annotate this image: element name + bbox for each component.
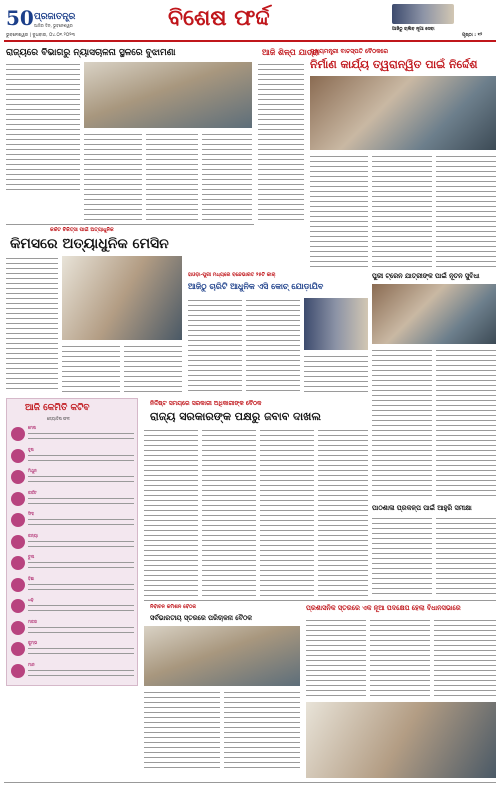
zodiac-icon [11,664,25,678]
zodiac-icon [11,642,25,656]
date-line: ଭୁବନେଶ୍ୱର | ବୁଧବାର, ୦୪.୦୧.୨୦୨୩ [6,33,75,38]
zodiac-name: କନ୍ୟା [28,532,38,538]
horoscope-title: ଆଜି କେମିତି କଟିବ [25,403,90,413]
story2-kicker: ଆଜି ଶିଳ୍ପ ଯାତ୍ରା [262,48,319,57]
zodiac-icon [11,556,25,570]
story3-body-col1 [310,154,368,268]
story8-body-col2 [436,516,496,596]
divider [6,224,254,225]
story4-kicker: କର୍କଟ ଚିକିତ୍ସା ପାଇଁ ଅତ୍ୟାଧୁନିକ [50,227,114,233]
horoscope-row [11,554,135,574]
zodiac-icon [11,470,25,484]
story7-kicker: ନିର୍ଦ୍ଦିଷ୍ଟ ସମୟରେ ସରକାରୀ ଅଧିକାରୀଙ୍କ ବୈଠକ [150,400,262,407]
story5-body-col1 [188,298,242,392]
zodiac-icon [11,535,25,549]
zodiac-name: ସିଂହ [28,511,34,516]
story3-photo [310,76,496,150]
zodiac-name: ତୁଳା [28,554,35,559]
story10-body-col3 [434,618,496,698]
story9-kicker: ନିର୍ବାଚନ କମିଶନ ବୈଠକ [150,604,197,610]
story10-body-col1 [306,618,366,698]
zodiac-name: ଧନୁ [28,597,34,602]
zodiac-icon [11,492,25,506]
story3-kicker: ମୁଖ୍ୟମନ୍ତ୍ରୀ ବାଚସ୍ପତି ବୈଠକରେ [310,48,389,55]
zodiac-text [28,431,134,443]
zodiac-text [28,539,134,551]
train-thumbnail [392,4,454,24]
story8-body-col1 [372,516,432,596]
horoscope-row [11,425,135,445]
story6-body-col2 [436,348,496,498]
tagline: ଆଜିର ଦିନ, ଭୁବନେଶ୍ୱର [34,23,73,28]
story6-body-col1 [372,348,432,498]
horoscope-row [11,533,135,553]
story6-photo [372,284,496,344]
horoscope-row [11,662,135,682]
zodiac-icon [11,513,25,527]
story1-body-col1 [6,62,80,190]
section-title: ବିଶେଷ ଫର୍ଦ୍ଦ [168,6,270,31]
story3-headline: ନିର୍ମାଣ କାର୍ଯ୍ୟ ତ୍ୱରାନ୍ୱିତ ପାଇଁ ନିର୍ଦ୍ଦେଶ [310,58,478,71]
horoscope-row [11,468,135,488]
zodiac-text [28,625,134,637]
story1-headline: ରାଜ୍ୟରେ ବିଭାଗରୁ ନ୍ୟାସଚାଳନା ସ୍ଥଳରେ ବୁଝାମଣା [6,48,176,58]
story7-body-col4 [318,428,368,596]
zodiac-text [28,646,134,658]
zodiac-text [28,668,134,680]
zodiac-text [28,603,134,615]
page-number: ପୃଷ୍ଠା : ୧୨ [462,33,483,38]
story10-headline: ପ୍ରଶାସନିକ ସ୍ତରରେ ଏକ ନୂଆ ପଦକ୍ଷେପ ହେଲା ବିଧାନସଭାରେ [306,604,461,612]
zodiac-text [28,453,134,465]
zodiac-text [28,582,134,594]
story4-body-col1 [6,256,58,392]
paper-name: ପ୍ରଜାତନ୍ତ୍ର [34,12,76,22]
story2-body [258,62,304,220]
zodiac-icon [11,578,25,592]
page-bottom-rule [4,782,496,783]
story5-headline: ଆଜିଠୁ ଚାରିଟି ଆଧୁନିକ ଏସି କୋଚ୍ ଯୋଡ଼ାଯିବ [188,282,324,291]
story9-headline: ସର୍ବଭାରତୀୟ ସ୍ତରରେ ପରିଚାଳନା ବୈଠକ [150,614,253,622]
story1-body-col2 [84,132,142,220]
zodiac-name: ମିଥୁନ [28,468,37,473]
train-caption: ଆଜିଠୁ ଚାଲିବ ନୂଆ ସେବା [392,27,435,32]
story5-kicker: ହାଓଡ଼ା-ପୁରୀ ମଧ୍ୟରେ ବନ୍ଦେଭାରତ ୨୫ଟି କାର୍ [188,272,276,278]
horoscope-row [11,511,135,531]
story10-photo [306,702,496,778]
story1-body-col3 [146,132,198,220]
story10-body-col2 [370,618,430,698]
zodiac-name: କର୍କଟ [28,489,37,495]
zodiac-name: କୁମ୍ଭ [28,640,38,645]
zodiac-icon [11,449,25,463]
zodiac-text [28,496,134,508]
horoscope-row [11,640,135,660]
zodiac-icon [11,427,25,441]
story9-body-col2 [224,690,300,770]
story5-body-col2 [246,298,300,392]
masthead-divider [4,40,496,42]
zodiac-name: ବିଛା [28,575,35,581]
horoscope-byline: ଜ୍ୟୋତିଷ ଫଳ [47,416,70,421]
story7-body-col1 [144,428,198,596]
zodiac-text [28,560,134,572]
zodiac-name: ବୃଷ [28,446,34,452]
horoscope-row [11,576,135,596]
logo-number: 50 [6,6,34,30]
horoscope-row [11,490,135,510]
story9-body-col1 [144,690,220,770]
story7-body-col3 [260,428,314,596]
zodiac-icon [11,621,25,635]
story1-body-col4 [202,132,252,220]
horoscope-row [11,619,135,639]
story1-photo [84,62,252,128]
story4-headline: କିମସରେ ଅତ୍ୟାଧୁନିକ ମେସିନ [10,236,169,252]
story3-body-col3 [436,154,496,268]
story5-body-col3 [304,354,368,392]
zodiac-name: ମେଷ [28,425,36,430]
story9-photo [144,626,300,686]
story4-body-col3 [124,344,182,392]
divider [144,600,496,601]
zodiac-name: ମୀନ [28,661,35,667]
horoscope-row [11,447,135,467]
horoscope-box [6,398,138,686]
story5-train-photo [304,298,368,350]
story7-body-col2 [202,428,256,596]
zodiac-text [28,517,134,529]
zodiac-name: ମକର [28,618,37,624]
horoscope-row [11,597,135,617]
zodiac-icon [11,599,25,613]
logo [6,6,94,30]
story4-body-col2 [62,344,120,392]
story4-photo [62,256,182,340]
masthead [0,0,500,44]
story7-headline: ରାଜ୍ୟ ସରକାରଙ୍କ ପକ୍ଷରୁ ଜବାବ ଦାଖଲ [150,410,321,423]
story3-body-col2 [372,154,432,268]
zodiac-text [28,474,134,486]
story6-headline: ପୁରୀ ଟ୍ରେନ ଯାତ୍ରୀଙ୍କ ପାଇଁ ନୂତନ ସୁବିଧା [372,272,480,280]
story8-headline: ପାଠଶାଳା ପ୍ରକଳ୍ପ ପାଇଁ ଆହୁରି ସମୀକ୍ଷା [372,504,472,512]
